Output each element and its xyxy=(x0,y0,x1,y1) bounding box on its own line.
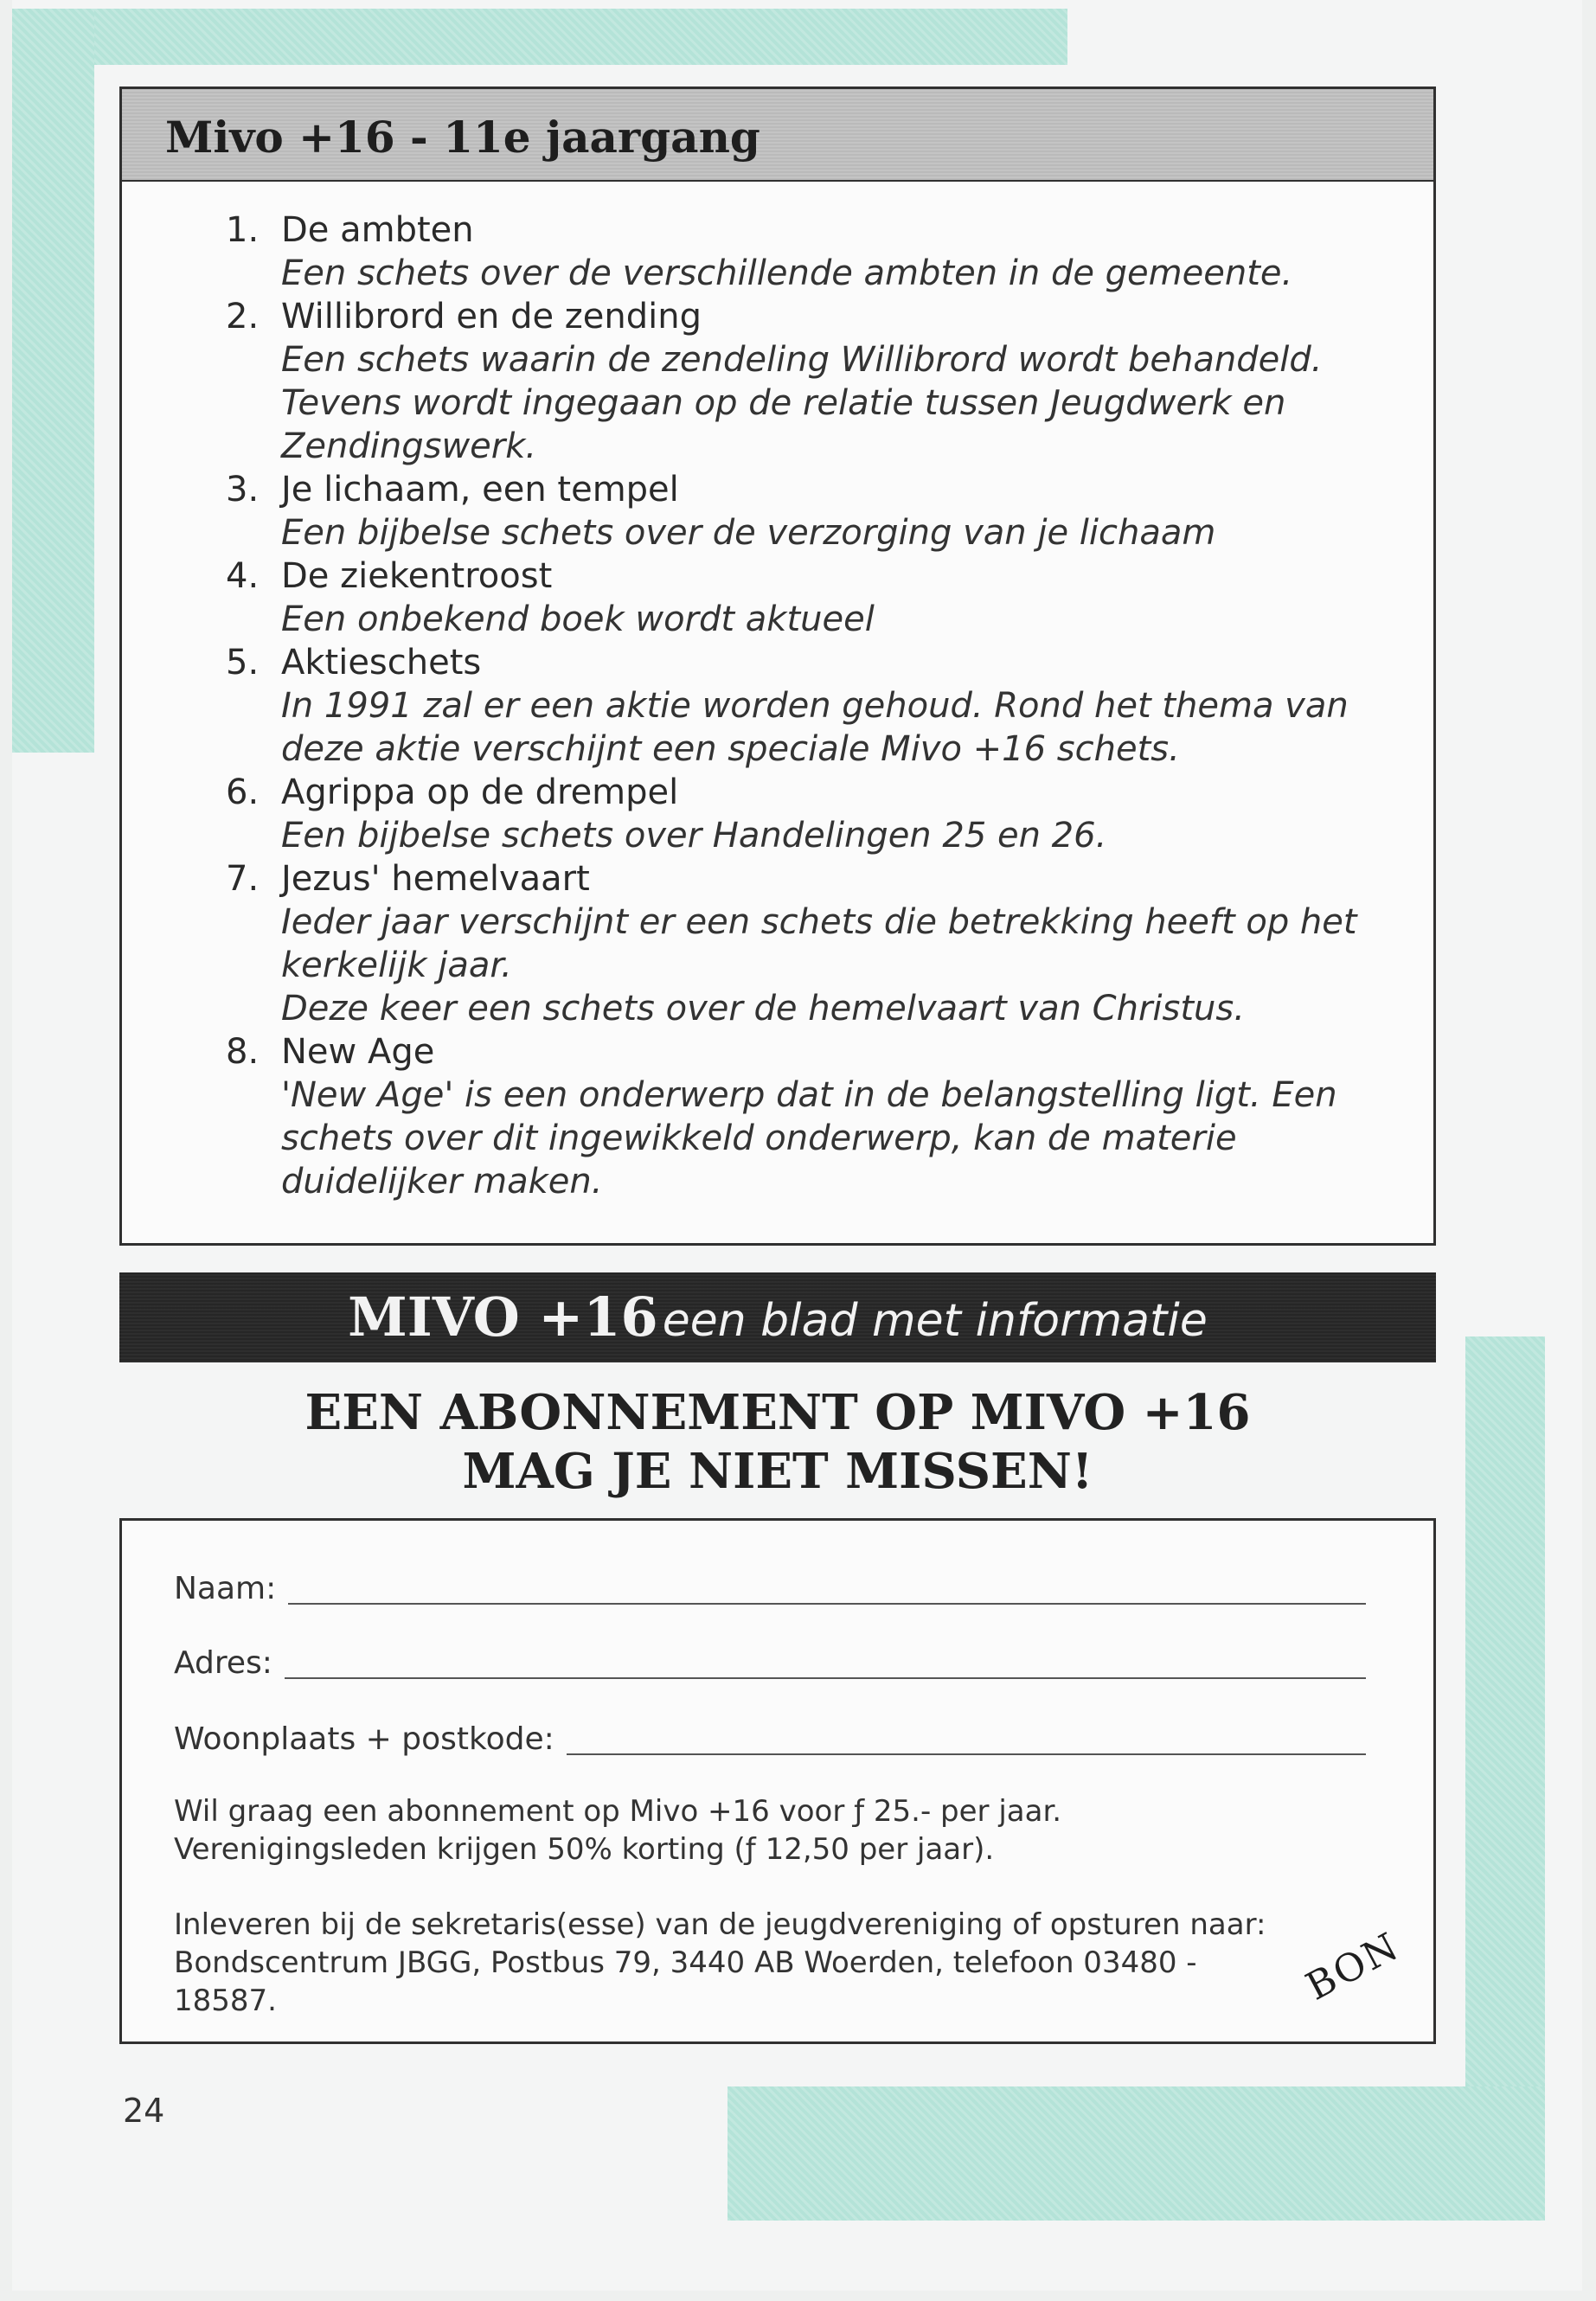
list-item xyxy=(174,771,1399,857)
page xyxy=(12,0,1582,2291)
list-item xyxy=(174,468,1399,554)
bon-stamp: BON xyxy=(1298,1924,1407,2009)
teal-block-bottom xyxy=(727,2086,1545,2221)
jaargang-header xyxy=(122,89,1433,182)
naam-input-line[interactable] xyxy=(288,1603,1366,1605)
naam-label: Naam: xyxy=(174,1571,277,1606)
item-number: 4. xyxy=(226,556,260,596)
list-item xyxy=(174,295,1399,468)
submit-line-2: Bondscentrum JBGG, Postbus 79, 3440 AB Woerden, telefoon 03480 - 18587. xyxy=(174,1945,1197,2018)
adres-input-line[interactable] xyxy=(285,1677,1366,1679)
banner-bold-text: MIVO +16 xyxy=(348,1285,658,1349)
adres-field[interactable] xyxy=(174,1639,1366,1682)
page-number: 24 xyxy=(123,2092,165,2130)
item-title: New Age xyxy=(281,1032,435,1072)
teal-block-top xyxy=(12,9,1067,65)
teal-block-left xyxy=(12,9,94,753)
item-description: Ieder jaar verschijnt er een schets die betrekking heeft op het kerkelijk jaar. xyxy=(281,902,1357,985)
list-item xyxy=(174,857,1399,1030)
item-number: 2. xyxy=(226,297,260,336)
subscription-form xyxy=(119,1518,1436,2044)
item-description: Een schets over de verschillende ambten in de gemeente. xyxy=(281,253,1293,293)
headline-line-2: MAG JE NIET MISSEN! xyxy=(462,1443,1093,1500)
list-item xyxy=(174,208,1399,295)
jaargang-box xyxy=(119,87,1436,1246)
list-item xyxy=(174,554,1399,641)
item-title: De ambten xyxy=(281,210,474,250)
item-number: 3. xyxy=(226,470,260,510)
item-description: Een onbekend boek wordt aktueel xyxy=(281,599,875,639)
teal-block-right xyxy=(1465,1336,1545,2141)
item-title: Agrippa op de drempel xyxy=(281,772,679,812)
naam-field[interactable] xyxy=(174,1565,1366,1608)
item-title: Jezus' hemelvaart xyxy=(281,859,590,899)
info-banner xyxy=(119,1272,1436,1362)
list-item xyxy=(174,641,1399,771)
price-line-2: Verenigingsleden krijgen 50% korting (ƒ 12,50 per jaar). xyxy=(174,1832,995,1867)
price-line-1: Wil graag een abonnement op Mivo +16 voor ƒ 25.- per jaar. xyxy=(174,1794,1062,1829)
woonplaats-label: Woonplaats + postkode: xyxy=(174,1721,554,1757)
item-description: In 1991 zal er een aktie worden gehoud. Rond het thema van deze aktie verschijnt een speciale Mivo +16 schets. xyxy=(281,686,1349,769)
schets-list xyxy=(174,208,1399,1203)
headline-line-1: EEN ABONNEMENT OP MIVO +16 xyxy=(304,1384,1251,1441)
item-number: 5. xyxy=(226,643,260,683)
item-title: Je lichaam, een tempel xyxy=(281,470,679,510)
list-item xyxy=(174,1030,1399,1203)
item-description: Een schets waarin de zendeling Willibrord wordt behandeld. Tevens wordt ingegaan op de relatie tussen Jeugdwerk en Zendingswerk. xyxy=(281,340,1323,466)
item-description: 'New Age' is een onderwerp dat in de belangstelling ligt. Een schets over dit ingewikkeld onderwerp, kan de materie duidelijker maken. xyxy=(281,1075,1337,1202)
woonplaats-input-line[interactable] xyxy=(567,1753,1366,1755)
item-title: De ziekentroost xyxy=(281,556,553,596)
banner-italic-text: een blad met informatie xyxy=(662,1295,1208,1347)
item-description: Een bijbelse schets over de verzorging van je lichaam xyxy=(281,513,1216,553)
item-description-extra: Deze keer een schets over de hemelvaart van Christus. xyxy=(281,989,1245,1029)
item-description: Een bijbelse schets over Handelingen 25 en 26. xyxy=(281,816,1107,856)
woonplaats-field[interactable] xyxy=(174,1715,1366,1759)
item-number: 1. xyxy=(226,210,260,250)
submit-line-1: Inleveren bij de sekretaris(esse) van de jeugdvereniging of opsturen naar: xyxy=(174,1907,1266,1942)
item-number: 7. xyxy=(226,859,260,899)
jaargang-title: Mivo +16 - 11e jaargang xyxy=(165,112,760,163)
item-number: 8. xyxy=(226,1032,260,1072)
item-title: Willibrord en de zending xyxy=(281,297,702,336)
item-title: Aktieschets xyxy=(281,643,482,683)
item-number: 6. xyxy=(226,772,260,812)
adres-label: Adres: xyxy=(174,1645,272,1681)
